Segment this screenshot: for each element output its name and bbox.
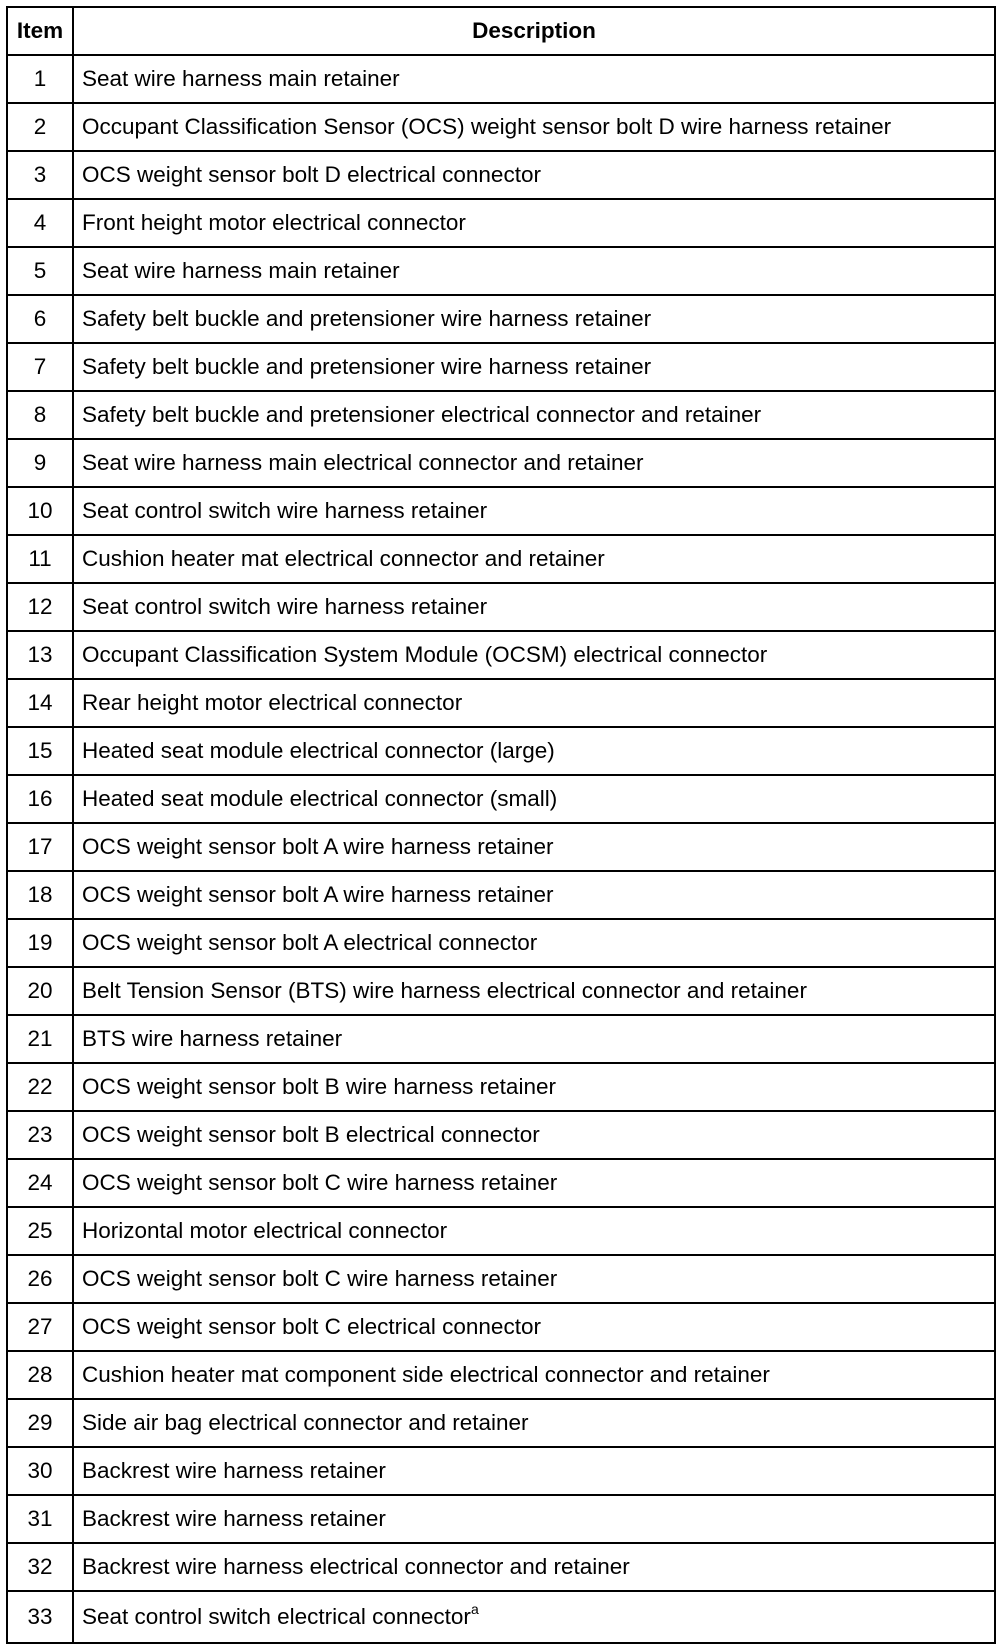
parts-table <box>6 6 996 1644</box>
table-row <box>7 679 995 727</box>
item-number: 32 <box>7 1543 73 1591</box>
item-description: Backrest wire harness retainer <box>73 1447 995 1495</box>
header-item: Item <box>7 7 73 55</box>
table-row <box>7 1207 995 1255</box>
header-description: Description <box>73 7 995 55</box>
item-description: OCS weight sensor bolt C electrical connector <box>73 1303 995 1351</box>
table-row <box>7 919 995 967</box>
item-description: Seat wire harness main electrical connector and retainer <box>73 439 995 487</box>
table-row <box>7 1303 995 1351</box>
table-row <box>7 1591 995 1643</box>
table-row <box>7 487 995 535</box>
item-number: 18 <box>7 871 73 919</box>
item-description: OCS weight sensor bolt C wire harness retainer <box>73 1159 995 1207</box>
table-row <box>7 967 995 1015</box>
item-description: Belt Tension Sensor (BTS) wire harness electrical connector and retainer <box>73 967 995 1015</box>
footnote-mark: a <box>470 1600 479 1617</box>
table-header-row <box>7 7 995 55</box>
item-number: 25 <box>7 1207 73 1255</box>
item-description: OCS weight sensor bolt A electrical connector <box>73 919 995 967</box>
item-number: 3 <box>7 151 73 199</box>
item-description: OCS weight sensor bolt A wire harness retainer <box>73 871 995 919</box>
item-number: 33 <box>7 1591 73 1643</box>
table-row <box>7 871 995 919</box>
table-row <box>7 1495 995 1543</box>
table-row <box>7 1111 995 1159</box>
item-number: 13 <box>7 631 73 679</box>
item-number: 29 <box>7 1399 73 1447</box>
table-row <box>7 727 995 775</box>
item-number: 31 <box>7 1495 73 1543</box>
item-description: Front height motor electrical connector <box>73 199 995 247</box>
table-row <box>7 151 995 199</box>
table-row <box>7 1063 995 1111</box>
item-number: 17 <box>7 823 73 871</box>
item-description: Occupant Classification Sensor (OCS) weight sensor bolt D wire harness retainer <box>73 103 995 151</box>
item-description: Cushion heater mat component side electrical connector and retainer <box>73 1351 995 1399</box>
table-row <box>7 55 995 103</box>
item-description: BTS wire harness retainer <box>73 1015 995 1063</box>
table-row <box>7 1255 995 1303</box>
item-number: 20 <box>7 967 73 1015</box>
item-number: 22 <box>7 1063 73 1111</box>
item-description: Safety belt buckle and pretensioner electrical connector and retainer <box>73 391 995 439</box>
item-number: 11 <box>7 535 73 583</box>
item-description: Horizontal motor electrical connector <box>73 1207 995 1255</box>
item-description: Seat wire harness main retainer <box>73 247 995 295</box>
item-description: Side air bag electrical connector and retainer <box>73 1399 995 1447</box>
table-row <box>7 775 995 823</box>
item-description: OCS weight sensor bolt A wire harness retainer <box>73 823 995 871</box>
table-row <box>7 631 995 679</box>
item-number: 10 <box>7 487 73 535</box>
item-description: Backrest wire harness electrical connector and retainer <box>73 1543 995 1591</box>
item-description: Heated seat module electrical connector (small) <box>73 775 995 823</box>
item-description: OCS weight sensor bolt C wire harness retainer <box>73 1255 995 1303</box>
item-description: Seat control switch wire harness retainer <box>73 487 995 535</box>
table-row <box>7 103 995 151</box>
item-description: Heated seat module electrical connector (large) <box>73 727 995 775</box>
item-number: 9 <box>7 439 73 487</box>
item-description: Seat control switch wire harness retainer <box>73 583 995 631</box>
item-number: 1 <box>7 55 73 103</box>
item-number: 12 <box>7 583 73 631</box>
item-description: Safety belt buckle and pretensioner wire harness retainer <box>73 343 995 391</box>
item-number: 23 <box>7 1111 73 1159</box>
item-description: OCS weight sensor bolt D electrical connector <box>73 151 995 199</box>
item-description: Occupant Classification System Module (OCSM) electrical connector <box>73 631 995 679</box>
item-number: 2 <box>7 103 73 151</box>
item-number: 6 <box>7 295 73 343</box>
item-description: OCS weight sensor bolt B wire harness retainer <box>73 1063 995 1111</box>
item-number: 21 <box>7 1015 73 1063</box>
table-row <box>7 1351 995 1399</box>
item-number: 19 <box>7 919 73 967</box>
item-number: 7 <box>7 343 73 391</box>
table-row <box>7 1399 995 1447</box>
table-row <box>7 343 995 391</box>
table-row <box>7 1543 995 1591</box>
table-row <box>7 583 995 631</box>
table-body <box>7 55 995 1643</box>
item-description: Seat wire harness main retainer <box>73 55 995 103</box>
item-number: 16 <box>7 775 73 823</box>
table-row <box>7 535 995 583</box>
item-number: 14 <box>7 679 73 727</box>
table-row <box>7 1015 995 1063</box>
item-description-text: Seat control switch electrical connector <box>82 1603 471 1629</box>
table-row <box>7 247 995 295</box>
item-number: 4 <box>7 199 73 247</box>
table-row <box>7 295 995 343</box>
item-description: OCS weight sensor bolt B electrical connector <box>73 1111 995 1159</box>
item-number: 27 <box>7 1303 73 1351</box>
table-row <box>7 199 995 247</box>
item-number: 26 <box>7 1255 73 1303</box>
item-number: 28 <box>7 1351 73 1399</box>
item-description: Cushion heater mat electrical connector and retainer <box>73 535 995 583</box>
item-number: 5 <box>7 247 73 295</box>
table-row <box>7 823 995 871</box>
table-row <box>7 439 995 487</box>
table-row <box>7 1447 995 1495</box>
item-description: Backrest wire harness retainer <box>73 1495 995 1543</box>
item-number: 30 <box>7 1447 73 1495</box>
item-description <box>73 1591 995 1643</box>
item-number: 15 <box>7 727 73 775</box>
item-description: Safety belt buckle and pretensioner wire harness retainer <box>73 295 995 343</box>
item-description: Rear height motor electrical connector <box>73 679 995 727</box>
table-row <box>7 1159 995 1207</box>
item-number: 8 <box>7 391 73 439</box>
table-row <box>7 391 995 439</box>
item-number: 24 <box>7 1159 73 1207</box>
